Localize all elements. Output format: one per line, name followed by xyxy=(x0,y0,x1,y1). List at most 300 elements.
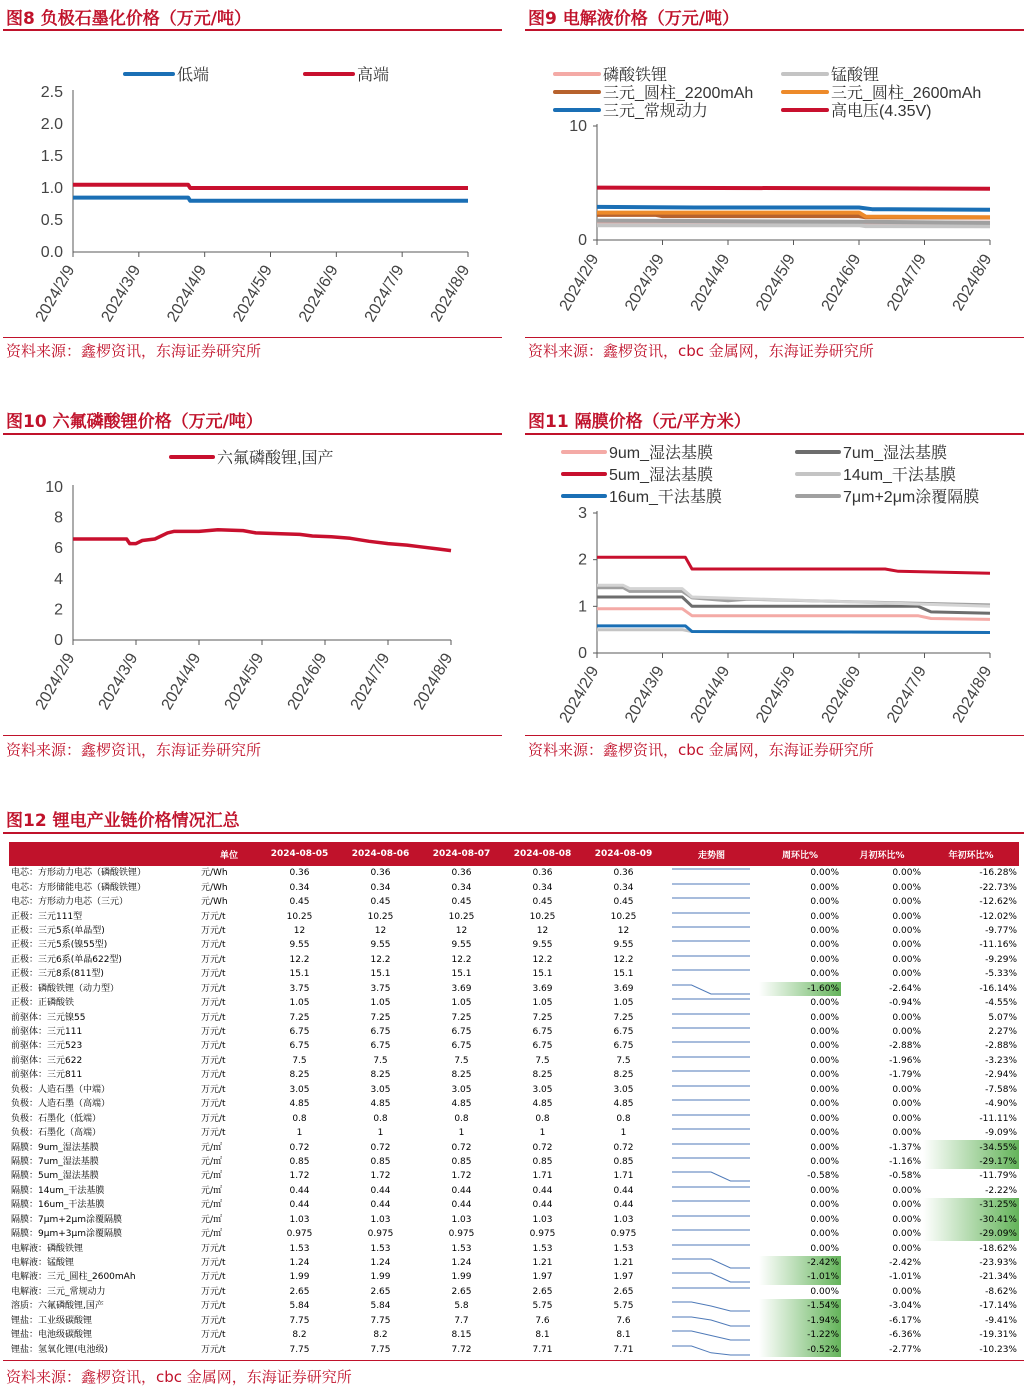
table-row xyxy=(9,1025,1019,1039)
week-change-cell: 0.00% xyxy=(810,1070,839,1081)
row-unit-cell: 万元/t xyxy=(201,969,226,980)
table-header-cell: 2024-08-06 xyxy=(340,842,421,866)
row-value-cell: 15.1 xyxy=(532,969,553,980)
table-row xyxy=(9,996,1019,1010)
fig11-legend-label: 14um_干法基膜 xyxy=(843,467,956,484)
row-name-cell: 隔膜：9um_湿法基膜 xyxy=(11,1142,99,1153)
sparkline-cell xyxy=(664,1083,759,1097)
sparkline-cell xyxy=(664,1155,759,1169)
month-change-cell: 0.00% xyxy=(892,1286,921,1297)
year-change-cell: -4.55% xyxy=(985,998,1017,1009)
sparkline-cell xyxy=(664,1169,759,1183)
sparkline xyxy=(664,1328,759,1342)
table-header-cell xyxy=(9,842,199,866)
fig11-y-tick-label: 1 xyxy=(578,598,587,616)
row-value-cell: 0.36 xyxy=(613,868,634,879)
row-name-cell: 正极：磷酸铁锂（动力型） xyxy=(11,983,120,994)
row-value-cell: 7.25 xyxy=(451,1012,472,1023)
row-value-cell: 9.55 xyxy=(370,940,391,951)
fig10-chart xyxy=(3,436,502,731)
row-name-cell: 电芯：方形动力电芯（三元） xyxy=(11,897,129,908)
fig11-x-tick-label: 2024/5/9 xyxy=(753,663,799,726)
fig8-y-tick-label: 2.0 xyxy=(40,116,63,133)
row-value-cell: 0.72 xyxy=(451,1142,472,1153)
row-name-cell: 电解液：三元_圆柱_2600mAh xyxy=(11,1272,136,1283)
fig8-x-tick-label: 2024/4/9 xyxy=(164,262,211,325)
row-unit-cell: 万元/t xyxy=(201,954,226,965)
row-value-cell: 8.2 xyxy=(373,1330,388,1341)
row-value-cell: 10.25 xyxy=(448,911,475,922)
row-value-cell: 7.71 xyxy=(613,1344,634,1355)
sparkline-cell xyxy=(664,1126,759,1140)
fig10-x-tick-label: 2024/5/9 xyxy=(221,650,268,713)
month-change-cell: 0.00% xyxy=(892,969,921,980)
row-value-cell: 0.34 xyxy=(532,882,553,893)
table-row xyxy=(9,982,1019,996)
row-unit-cell: 万元/t xyxy=(201,1301,226,1312)
month-change-cell: 0.00% xyxy=(892,868,921,879)
fig10-legend-label: 六氟磷酸锂,国产 xyxy=(217,450,334,467)
fig9-x-tick-label: 2024/4/9 xyxy=(687,251,734,314)
fig11-x-tick-label: 2024/3/9 xyxy=(622,663,668,726)
year-change-cell: -29.17% xyxy=(923,1155,1019,1169)
row-value-cell: 0.8 xyxy=(292,1113,307,1124)
week-change-cell: 0.00% xyxy=(810,1200,839,1211)
fig8-y-tick-label: 2.5 xyxy=(40,84,63,101)
row-value-cell: 0.44 xyxy=(532,1185,553,1196)
row-value-cell: 6.75 xyxy=(532,1041,553,1052)
month-change-cell: -1.37% xyxy=(889,1142,921,1153)
week-change-cell: 0.00% xyxy=(810,1286,839,1297)
sparkline xyxy=(664,895,759,909)
row-value-cell: 1.05 xyxy=(613,998,634,1009)
sparkline xyxy=(664,1155,759,1169)
week-change-cell: 0.00% xyxy=(810,1055,839,1066)
table-row xyxy=(9,1256,1019,1270)
year-change-cell: -2.94% xyxy=(985,1070,1017,1081)
year-change-cell: -12.02% xyxy=(979,911,1017,922)
row-name-cell: 负极：人造石墨（高端） xyxy=(11,1099,111,1110)
fig11-source: 资料来源：鑫椤资讯，cbc 金属网，东海证券研究所 xyxy=(528,741,874,759)
month-change-cell: -1.79% xyxy=(889,1070,921,1081)
sparkline xyxy=(664,1270,759,1284)
table-row xyxy=(9,1314,1019,1328)
month-change-cell: -6.17% xyxy=(889,1315,921,1326)
row-value-cell: 0.45 xyxy=(370,897,391,908)
fig11-title-rule xyxy=(525,433,1024,435)
fig11-x-tick-label: 2024/2/9 xyxy=(556,663,603,726)
row-value-cell: 0.36 xyxy=(451,868,472,879)
row-value-cell: 4.85 xyxy=(532,1099,553,1110)
table-row xyxy=(9,1227,1019,1241)
row-name-cell: 前驱体：三元622 xyxy=(11,1055,83,1066)
table-header-cell: 走势图 xyxy=(664,842,759,866)
row-value-cell: 0.85 xyxy=(532,1156,553,1167)
year-change-cell: -5.33% xyxy=(985,969,1017,980)
month-change-cell: 0.00% xyxy=(892,1229,921,1240)
row-value-cell: 8.1 xyxy=(616,1330,631,1341)
year-change-cell: -9.41% xyxy=(985,1315,1017,1326)
row-name-cell: 隔膜：9μm+3μm涂覆隔膜 xyxy=(11,1229,122,1240)
row-name-cell: 正极：三元111型 xyxy=(11,911,83,922)
row-unit-cell: 万元/t xyxy=(201,1027,226,1038)
sparkline xyxy=(664,1039,759,1053)
month-change-cell: -0.58% xyxy=(889,1171,921,1182)
row-unit-cell: 万元/t xyxy=(201,983,226,994)
table-header-cell: 单位 xyxy=(199,842,259,866)
month-change-cell: 0.00% xyxy=(892,1099,921,1110)
table-row xyxy=(9,1054,1019,1068)
table-row xyxy=(9,1285,1019,1299)
row-value-cell: 1.21 xyxy=(532,1258,553,1269)
fig9-source: 资料来源：鑫椤资讯，cbc 金属网，东海证券研究所 xyxy=(528,342,874,360)
row-unit-cell: 元/Wh xyxy=(201,882,228,893)
fig8-x-tick-label: 2024/2/9 xyxy=(32,262,79,325)
row-value-cell: 5.75 xyxy=(532,1301,553,1312)
row-value-cell: 1 xyxy=(458,1128,465,1139)
row-value-cell: 1.03 xyxy=(451,1214,472,1225)
year-change-cell: -12.62% xyxy=(979,897,1017,908)
row-value-cell: 7.25 xyxy=(370,1012,391,1023)
table-row xyxy=(9,1241,1019,1255)
table-header-cell: 2024-08-08 xyxy=(502,842,583,866)
row-name-cell: 正极：三元8系(811型) xyxy=(11,969,104,980)
year-change-cell: -9.77% xyxy=(985,925,1017,936)
row-value-cell: 0.8 xyxy=(454,1113,469,1124)
week-change-cell: 0.00% xyxy=(810,925,839,936)
week-change-cell: -1.54% xyxy=(759,1299,841,1313)
week-change-cell: 0.00% xyxy=(810,897,839,908)
row-value-cell: 7.6 xyxy=(535,1315,550,1326)
row-value-cell: 1.72 xyxy=(370,1171,391,1182)
year-change-cell: -11.79% xyxy=(979,1171,1017,1182)
fig10-title-rule xyxy=(3,433,502,435)
row-value-cell: 0.36 xyxy=(289,868,310,879)
row-value-cell: 2.65 xyxy=(451,1286,472,1297)
row-unit-cell: 万元/t xyxy=(201,1128,226,1139)
row-unit-cell: 元/㎡ xyxy=(201,1229,223,1240)
sparkline-cell xyxy=(664,1039,759,1053)
row-name-cell: 锂盐：工业级碳酸锂 xyxy=(11,1315,93,1326)
row-value-cell: 7.6 xyxy=(616,1315,631,1326)
sparkline-cell xyxy=(664,1010,759,1024)
fig10-y-tick-label: 8 xyxy=(54,509,63,527)
fig9-legend-label: 三元_圆柱_2200mAh xyxy=(603,85,754,102)
row-value-cell: 12.2 xyxy=(532,954,553,965)
row-value-cell: 9.55 xyxy=(289,940,310,951)
fig9-legend-label: 磷酸铁锂 xyxy=(603,67,668,84)
table-header-cell: 月初环比% xyxy=(841,842,923,866)
row-value-cell: 6.75 xyxy=(613,1027,634,1038)
row-value-cell: 7.25 xyxy=(613,1012,634,1023)
fig11-x-tick-label: 2024/7/9 xyxy=(884,663,930,726)
row-value-cell: 3.05 xyxy=(451,1084,472,1095)
row-value-cell: 8.25 xyxy=(613,1070,634,1081)
row-value-cell: 6.75 xyxy=(532,1027,553,1038)
row-value-cell: 4.85 xyxy=(289,1099,310,1110)
sparkline-path xyxy=(672,985,750,994)
fig9-legend-label: 三元_常规动力 xyxy=(603,103,708,120)
year-change-cell: 2.27% xyxy=(988,1027,1017,1038)
fig11-y-tick-label: 2 xyxy=(578,551,587,569)
row-value-cell: 7.5 xyxy=(373,1055,388,1066)
sparkline-path xyxy=(672,1172,750,1181)
table-row xyxy=(9,1155,1019,1169)
row-value-cell: 7.7 xyxy=(454,1315,469,1326)
fig8-x-tick-label: 2024/3/9 xyxy=(98,262,145,325)
fig10-y-tick-label: 2 xyxy=(54,601,63,619)
fig11-x-tick-label: 2024/4/9 xyxy=(687,663,734,726)
row-value-cell: 0.8 xyxy=(373,1113,388,1124)
fig8-title-rule xyxy=(3,29,502,31)
table-row xyxy=(9,967,1019,981)
sparkline-cell xyxy=(664,1213,759,1227)
row-value-cell: 5.84 xyxy=(370,1301,391,1312)
week-change-cell: 0.00% xyxy=(810,1229,839,1240)
row-value-cell: 0.34 xyxy=(451,882,472,893)
week-change-cell: -2.42% xyxy=(759,1256,841,1270)
row-name-cell: 前驱体：三元111 xyxy=(11,1027,83,1038)
month-change-cell: 0.00% xyxy=(892,1027,921,1038)
row-value-cell: 12 xyxy=(617,925,630,936)
row-value-cell: 1.53 xyxy=(532,1243,553,1254)
row-value-cell: 1.97 xyxy=(613,1272,634,1283)
row-value-cell: 1.05 xyxy=(451,998,472,1009)
row-value-cell: 8.25 xyxy=(370,1070,391,1081)
sparkline-cell xyxy=(664,1198,759,1212)
row-value-cell: 8.1 xyxy=(535,1330,550,1341)
week-change-cell: 0.00% xyxy=(810,1041,839,1052)
row-unit-cell: 万元/t xyxy=(201,1099,226,1110)
week-change-cell: 0.00% xyxy=(810,954,839,965)
fig9-series-line-三元_常规动力 xyxy=(597,207,990,210)
row-value-cell: 0.45 xyxy=(289,897,310,908)
sparkline xyxy=(664,996,759,1010)
fig10-y-tick-label: 6 xyxy=(54,540,63,558)
table-row xyxy=(9,1342,1019,1356)
row-value-cell: 15.1 xyxy=(370,969,391,980)
fig9-x-tick-label: 2024/8/9 xyxy=(949,251,996,314)
fig11-y-tick-label: 0 xyxy=(578,645,587,662)
row-value-cell: 4.85 xyxy=(370,1099,391,1110)
row-name-cell: 正极：三元5系(单晶型) xyxy=(11,925,105,936)
row-name-cell: 隔膜：7μm+2μm涂覆隔膜 xyxy=(11,1214,122,1225)
week-change-cell: 0.00% xyxy=(810,1156,839,1167)
row-name-cell: 前驱体：三元镍55 xyxy=(11,1012,86,1023)
fig11-title: 图11 隔膜价格（元/平方米） xyxy=(528,412,751,432)
fig11-series-line-5um_湿法基膜 xyxy=(597,557,990,573)
row-value-cell: 1.53 xyxy=(289,1243,310,1254)
row-value-cell: 0.34 xyxy=(613,882,634,893)
row-value-cell: 10.25 xyxy=(529,911,556,922)
sparkline-cell xyxy=(664,909,759,923)
row-value-cell: 1.53 xyxy=(370,1243,391,1254)
fig8-legend-label: 高端 xyxy=(357,67,390,84)
week-change-cell: -0.58% xyxy=(807,1171,839,1182)
row-value-cell: 3.69 xyxy=(532,983,553,994)
row-value-cell: 3.69 xyxy=(613,983,634,994)
row-value-cell: 3.05 xyxy=(613,1084,634,1095)
table-header-cell: 2024-08-05 xyxy=(259,842,340,866)
row-unit-cell: 万元/t xyxy=(201,1315,226,1326)
price-summary-table xyxy=(9,842,1019,1357)
table-row xyxy=(9,1213,1019,1227)
row-value-cell: 8.15 xyxy=(451,1330,472,1341)
week-change-cell: -1.60% xyxy=(759,982,841,996)
sparkline-cell xyxy=(664,1140,759,1154)
fig9-x-tick-label: 2024/3/9 xyxy=(622,251,668,314)
row-unit-cell: 万元/t xyxy=(201,1012,226,1023)
row-value-cell: 1.03 xyxy=(613,1214,634,1225)
row-value-cell: 1.71 xyxy=(613,1171,634,1182)
year-change-cell: -10.23% xyxy=(979,1344,1017,1355)
row-value-cell: 7.75 xyxy=(370,1344,391,1355)
month-change-cell: 0.00% xyxy=(892,954,921,965)
row-unit-cell: 万元/t xyxy=(201,1286,226,1297)
sparkline xyxy=(664,1054,759,1068)
fig11-legend-label: 5um_湿法基膜 xyxy=(609,467,714,484)
row-value-cell: 1 xyxy=(296,1128,303,1139)
row-value-cell: 0.975 xyxy=(610,1229,637,1240)
fig9-legend-label: 锰酸锂 xyxy=(831,67,880,84)
row-value-cell: 10.25 xyxy=(367,911,394,922)
row-name-cell: 隔膜：14um_干法基膜 xyxy=(11,1185,105,1196)
sparkline xyxy=(664,1112,759,1126)
row-value-cell: 12.2 xyxy=(613,954,634,965)
fig10-series-line-六氟磷酸锂,国产 xyxy=(73,530,451,551)
month-change-cell: -1.01% xyxy=(889,1272,921,1283)
week-change-cell: 0.00% xyxy=(810,1113,839,1124)
fig10-x-tick-label: 2024/2/9 xyxy=(32,650,79,713)
week-change-cell: 0.00% xyxy=(810,882,839,893)
table-row xyxy=(9,895,1019,909)
table-row xyxy=(9,866,1019,880)
table-row xyxy=(9,1198,1019,1212)
row-value-cell: 6.75 xyxy=(370,1027,391,1038)
year-change-cell: -16.28% xyxy=(979,868,1017,879)
sparkline-cell xyxy=(664,938,759,952)
row-value-cell: 1.05 xyxy=(532,998,553,1009)
month-change-cell: 0.00% xyxy=(892,911,921,922)
row-value-cell: 0.85 xyxy=(289,1156,310,1167)
row-value-cell: 1.03 xyxy=(532,1214,553,1225)
fig10-source: 资料来源：鑫椤资讯，东海证券研究所 xyxy=(6,741,262,759)
row-value-cell: 0.44 xyxy=(451,1200,472,1211)
row-value-cell: 2.65 xyxy=(532,1286,553,1297)
row-value-cell: 8.25 xyxy=(289,1070,310,1081)
sparkline xyxy=(664,1242,759,1256)
row-value-cell: 12 xyxy=(374,925,387,936)
fig10-y-tick-label: 10 xyxy=(45,479,63,496)
sparkline-path xyxy=(672,1346,750,1355)
table-header-row xyxy=(9,842,1019,866)
row-value-cell: 0.44 xyxy=(370,1185,391,1196)
week-change-cell: 0.00% xyxy=(810,1128,839,1139)
sparkline xyxy=(664,1256,759,1270)
table-row xyxy=(9,1184,1019,1198)
year-change-cell: -16.14% xyxy=(979,983,1017,994)
sparkline xyxy=(664,924,759,938)
row-unit-cell: 万元/t xyxy=(201,1041,226,1052)
row-value-cell: 1.03 xyxy=(289,1214,310,1225)
row-unit-cell: 万元/t xyxy=(201,1055,226,1066)
sparkline-path xyxy=(672,1302,750,1311)
sparkline-cell xyxy=(664,1314,759,1328)
row-unit-cell: 万元/t xyxy=(201,1344,226,1355)
fig8-series-line-高端 xyxy=(73,185,468,188)
table-row xyxy=(9,1270,1019,1284)
table-header-cell: 2024-08-07 xyxy=(421,842,502,866)
row-value-cell: 0.36 xyxy=(370,868,391,879)
table-row xyxy=(9,1097,1019,1111)
row-value-cell: 0.975 xyxy=(448,1229,475,1240)
fig12-title: 图12 锂电产业链价格情况汇总 xyxy=(6,811,240,831)
fig11-source-rule xyxy=(525,735,1024,736)
table-header-cell: 2024-08-09 xyxy=(583,842,664,866)
row-unit-cell: 万元/t xyxy=(201,998,226,1009)
sparkline xyxy=(664,953,759,967)
month-change-cell: 0.00% xyxy=(892,1012,921,1023)
row-value-cell: 0.72 xyxy=(370,1142,391,1153)
row-name-cell: 负极：人造石墨（中端） xyxy=(11,1084,111,1095)
row-name-cell: 电芯：方形动力电芯（磷酸铁锂） xyxy=(11,868,147,879)
table-row xyxy=(9,1039,1019,1053)
row-value-cell: 1.53 xyxy=(613,1243,634,1254)
row-value-cell: 3.75 xyxy=(289,983,310,994)
fig8-x-tick-label: 2024/7/9 xyxy=(361,262,408,325)
row-value-cell: 1.99 xyxy=(451,1272,472,1283)
sparkline xyxy=(664,1184,759,1198)
table-row xyxy=(9,953,1019,967)
row-value-cell: 4.85 xyxy=(451,1099,472,1110)
row-unit-cell: 万元/t xyxy=(201,911,226,922)
row-unit-cell: 元/㎡ xyxy=(201,1200,223,1211)
sparkline-path xyxy=(672,1331,750,1340)
row-name-cell: 溶质：六氟磷酸锂,国产 xyxy=(11,1301,104,1312)
year-change-cell: -11.11% xyxy=(979,1113,1017,1124)
summary-table-wrap xyxy=(9,842,1019,1357)
month-change-cell: 0.00% xyxy=(892,882,921,893)
row-value-cell: 7.25 xyxy=(532,1012,553,1023)
row-value-cell: 0.72 xyxy=(532,1142,553,1153)
row-name-cell: 正极：三元6系(单晶622型) xyxy=(11,954,122,965)
week-change-cell: 0.00% xyxy=(810,1099,839,1110)
week-change-cell: 0.00% xyxy=(810,1243,839,1254)
row-value-cell: 0.72 xyxy=(289,1142,310,1153)
week-change-cell: 0.00% xyxy=(810,1214,839,1225)
row-value-cell: 5.8 xyxy=(454,1301,469,1312)
row-value-cell: 0.975 xyxy=(367,1229,394,1240)
row-value-cell: 15.1 xyxy=(289,969,310,980)
fig10-x-tick-label: 2024/8/9 xyxy=(410,650,457,713)
fig11-x-tick-label: 2024/8/9 xyxy=(949,663,996,726)
fig9-series-line-锰酸锂 xyxy=(597,225,990,226)
fig8-chart xyxy=(3,32,502,332)
row-value-cell: 7.71 xyxy=(532,1344,553,1355)
sparkline-cell xyxy=(664,895,759,909)
sparkline-cell xyxy=(664,1097,759,1111)
month-change-cell: -0.94% xyxy=(889,998,921,1009)
fig10-title: 图10 六氟磷酸锂价格（万元/吨） xyxy=(6,412,263,432)
row-value-cell: 0.85 xyxy=(370,1156,391,1167)
sparkline xyxy=(664,1011,759,1025)
sparkline-path xyxy=(672,1273,750,1282)
sparkline-cell xyxy=(664,1285,759,1299)
week-change-cell: 0.00% xyxy=(810,868,839,879)
month-change-cell: -6.36% xyxy=(889,1330,921,1341)
month-change-cell: 0.00% xyxy=(892,1113,921,1124)
row-value-cell: 6.75 xyxy=(451,1041,472,1052)
